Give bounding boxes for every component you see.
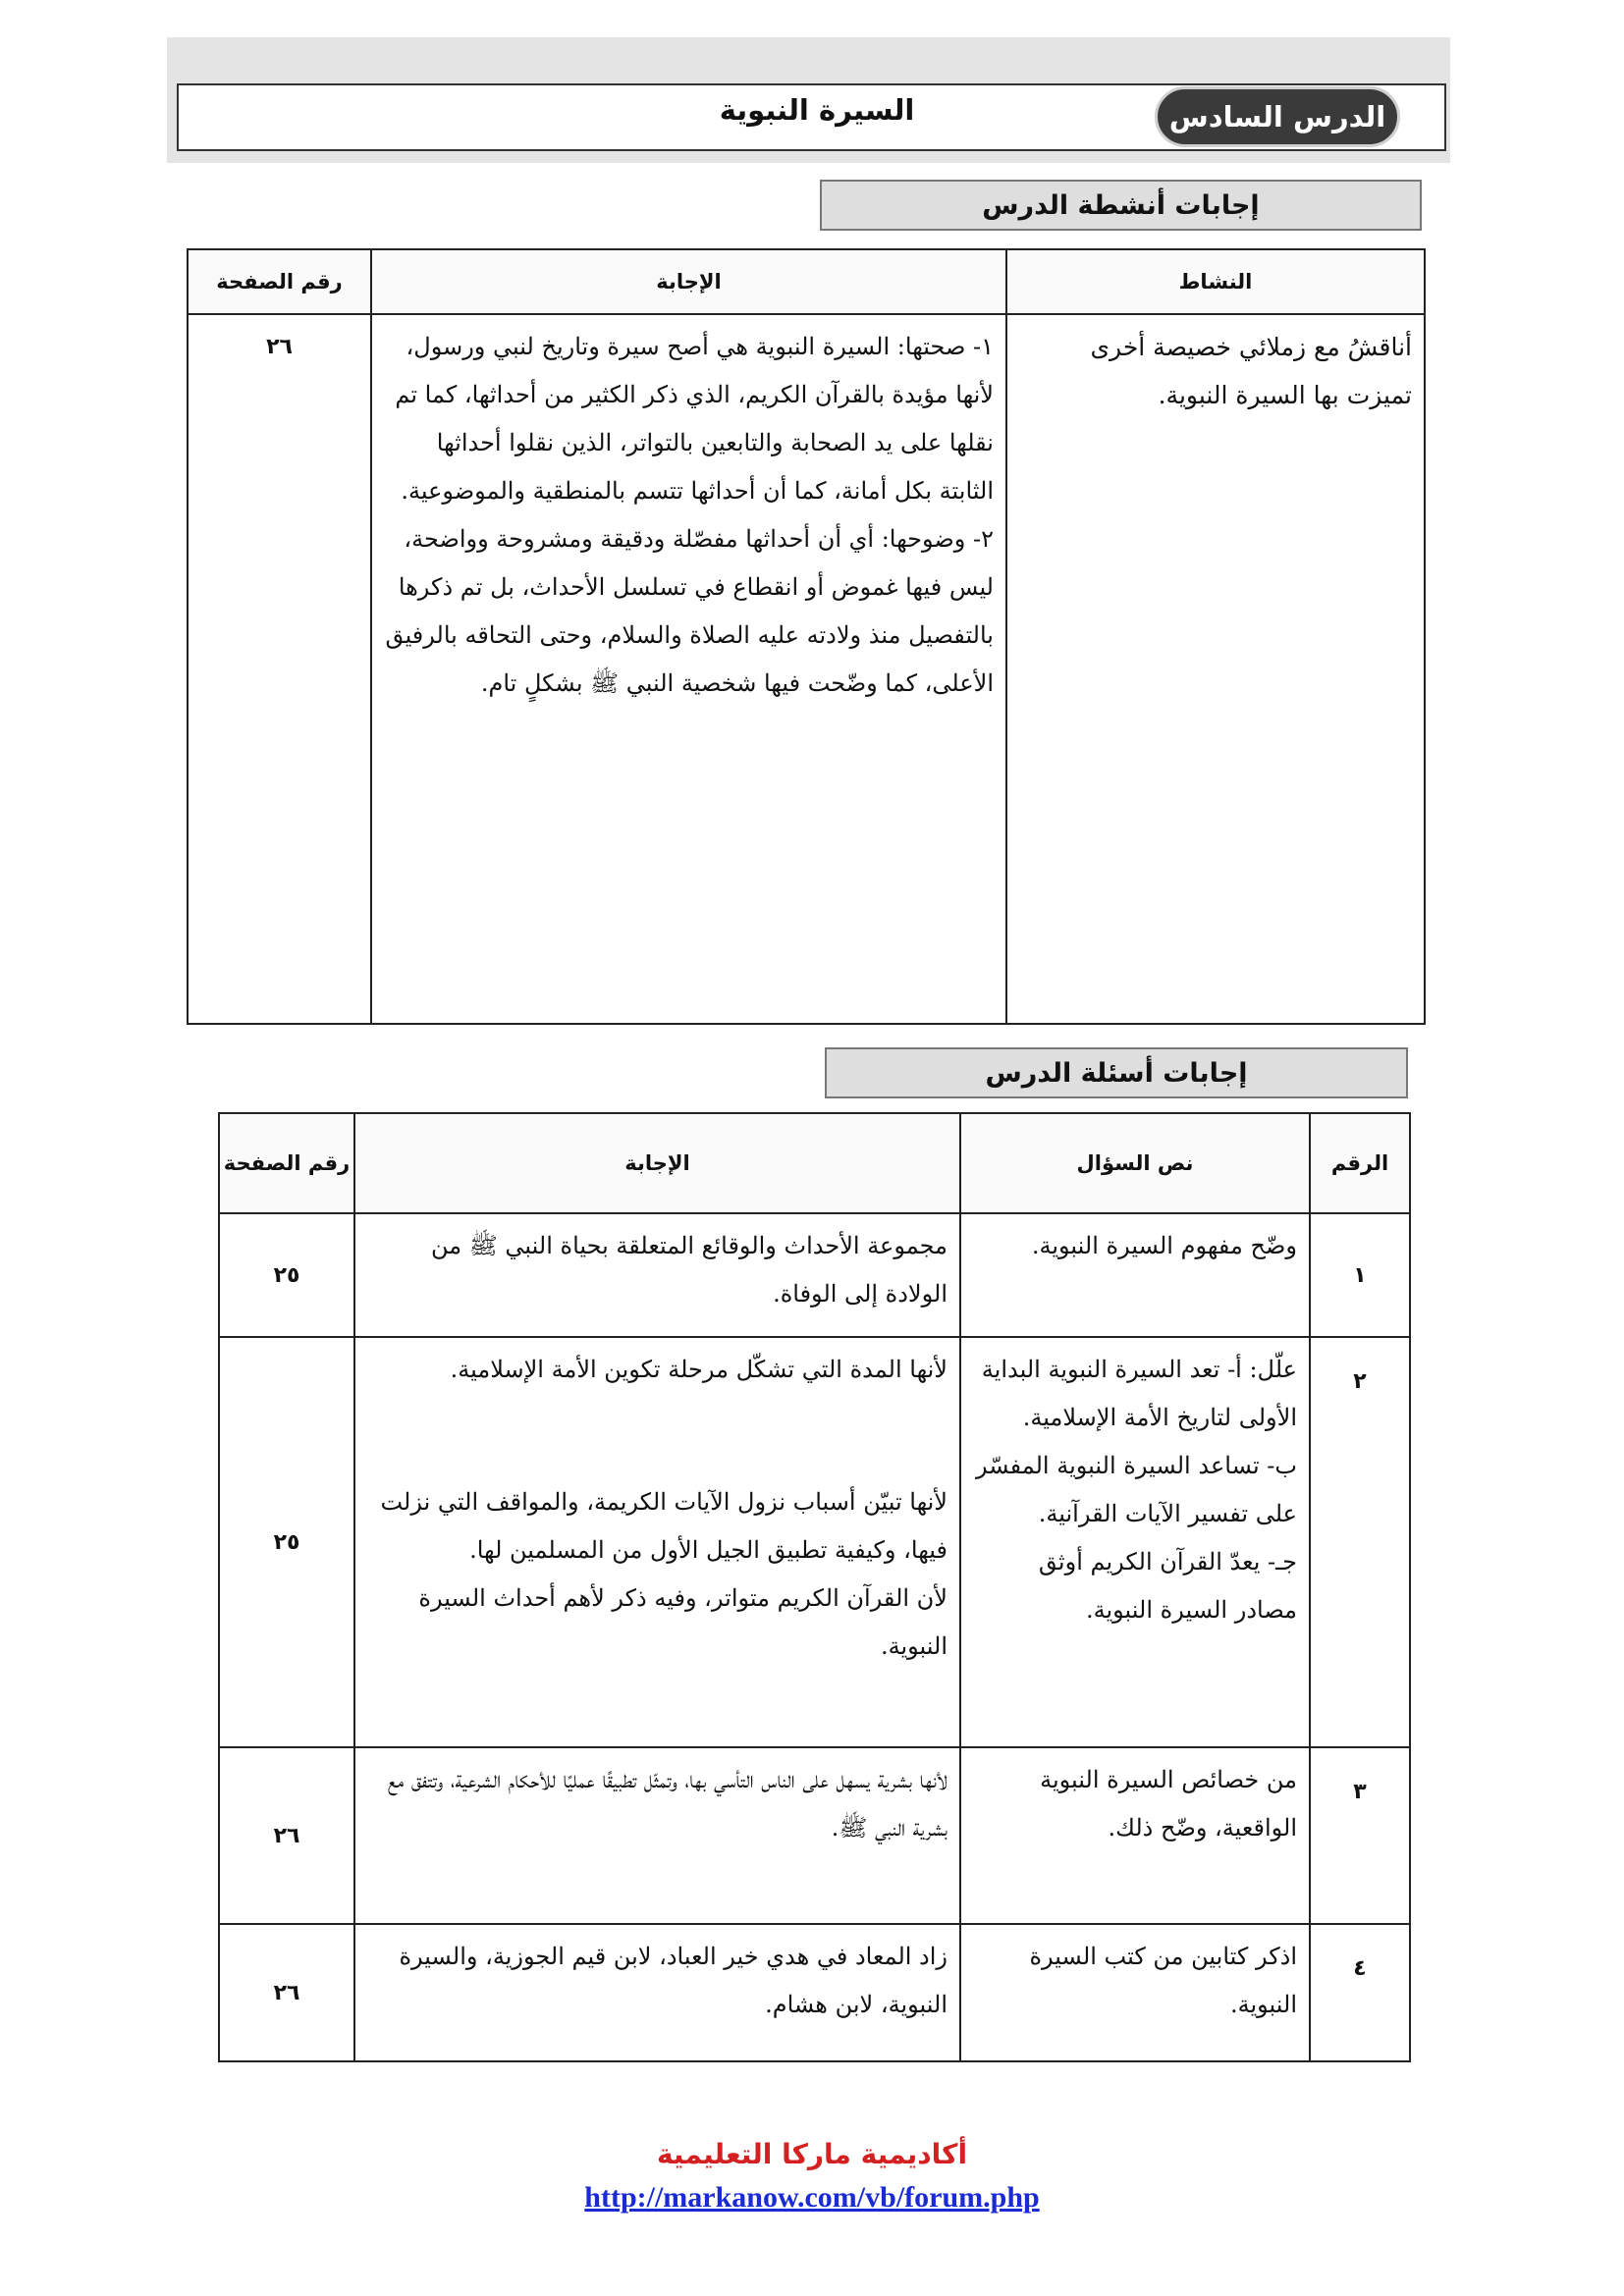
table-row — [188, 314, 1425, 1024]
footer-url-link[interactable]: http://markanow.com/vb/forum.php — [584, 2181, 1040, 2214]
answer-line: لأنها المدة التي تشكّل مرحلة تكوين الأمة الإسلامية. — [450, 1356, 947, 1383]
page-number: ٢٥ — [219, 1213, 354, 1337]
activities-table — [187, 248, 1426, 1025]
lesson-badge: الدرس السادس — [1155, 86, 1400, 147]
table-row — [219, 1337, 1410, 1747]
footer-academy-name: أكاديمية ماركا التعليمية — [656, 2138, 968, 2170]
answer-line: لأنها بشرية يسهل على الناس التأسي بها، وتمثّل تطبيقًا عمليًا للأحكام الشرعية، وتتفق مع بشرية النبي ﷺ. — [388, 1766, 947, 1842]
answer-paragraph: ٢- وضوحها: أي أن أحداثها مفصّلة ودقيقة ومشروحة وواضحة، ليس فيها غموض أو انقطاع في تسلسل الأحداث، بل تم ذكرها بالتفصيل منذ ولادته عليه الصلاة والسلام، وحتى التحاقه بالرفيق الأعلى، كما وضّحت فيها شخصية النبي ﷺ بشكلٍ تام. — [385, 525, 994, 697]
answer-column-header: الإجابة — [371, 249, 1006, 314]
question-number: ١ — [1310, 1213, 1410, 1337]
question-line: علّل: أ- تعد السيرة النبوية البداية الأولى لتاريخ الأمة الإسلامية. — [981, 1356, 1297, 1431]
questions-section-title: إجابات أسئلة الدرس — [825, 1047, 1408, 1098]
question-text — [960, 1337, 1310, 1747]
activities-section-title: إجابات أنشطة الدرس — [820, 180, 1422, 231]
question-line: جـ- يعدّ القرآن الكريم أوثق مصادر السيرة النبوية. — [1038, 1548, 1297, 1624]
page-column-header: رقم الصفحة — [188, 249, 371, 314]
page-number: ٢٦ — [219, 1747, 354, 1924]
question-text — [960, 1213, 1310, 1337]
page-column-header: رقم الصفحة — [219, 1113, 354, 1213]
answer-column-header: الإجابة — [354, 1113, 960, 1213]
question-line: اذكر كتابين من كتب السيرة النبوية. — [1029, 1943, 1297, 2018]
answer-line: لأنها تبيّن أسباب نزول الآيات الكريمة، والمواقف التي نزلت فيها، وكيفية تطبيق الجيل الأول من المسلمين لها. — [380, 1488, 947, 1564]
page-number: ٢٦ — [219, 1924, 354, 2061]
page-number: ٢٥ — [219, 1337, 354, 1747]
question-line: ب- تساعد السيرة النبوية المفسّر على تفسير الآيات القرآنية. — [975, 1452, 1297, 1527]
lesson-title: السيرة النبوية — [719, 93, 915, 127]
question-number: ٣ — [1310, 1747, 1410, 1924]
question-answer — [354, 1337, 960, 1747]
question-text — [960, 1924, 1310, 2061]
table-row — [219, 1213, 1410, 1337]
question-number: ٢ — [1310, 1337, 1410, 1747]
number-column-header: الرقم — [1310, 1113, 1410, 1213]
question-answer — [354, 1747, 960, 1924]
answer-paragraph: ١- صحتها: السيرة النبوية هي أصح سيرة وتاريخ لنبي ورسول، لأنها مؤيدة بالقرآن الكريم، الذي ذكر الكثير من أحداثها، كما تم نقلها على يد الصحابة والتابعين بالتواتر، الذين نقلوا أحداثها الثابتة بكل أمانة، كما أن أحداثها تتسم بالمنطقية والموضوعية. — [395, 333, 994, 505]
questions-table — [218, 1112, 1411, 2062]
answer-line: زاد المعاد في هدي خير العباد، لابن قيم الجوزية، والسيرة النبوية، لابن هشام. — [399, 1943, 947, 2018]
question-number: ٤ — [1310, 1924, 1410, 2061]
question-line: من خصائص السيرة النبوية الواقعية، وضّح ذلك. — [1040, 1766, 1297, 1842]
table-row — [219, 1924, 1410, 2061]
activity-text: أناقشُ مع زملائي خصيصة أخرى تميزت بها السيرة النبوية. — [1006, 314, 1425, 1024]
question-text — [960, 1747, 1310, 1924]
question-line: وضّح مفهوم السيرة النبوية. — [1031, 1232, 1297, 1259]
question-answer — [354, 1213, 960, 1337]
question-answer — [354, 1924, 960, 2061]
answer-line: لأن القرآن الكريم متواتر، وفيه ذكر لأهم أحداث السيرة النبوية. — [418, 1584, 947, 1660]
question-column-header: نص السؤال — [960, 1113, 1310, 1213]
answer-line: مجموعة الأحداث والوقائع المتعلقة بحياة النبي ﷺ من الولادة إلى الوفاة. — [431, 1232, 947, 1308]
page-number: ٢٦ — [188, 314, 371, 1024]
table-row — [219, 1747, 1410, 1924]
activity-column-header: النشاط — [1006, 249, 1425, 314]
activity-answer — [371, 314, 1006, 1024]
